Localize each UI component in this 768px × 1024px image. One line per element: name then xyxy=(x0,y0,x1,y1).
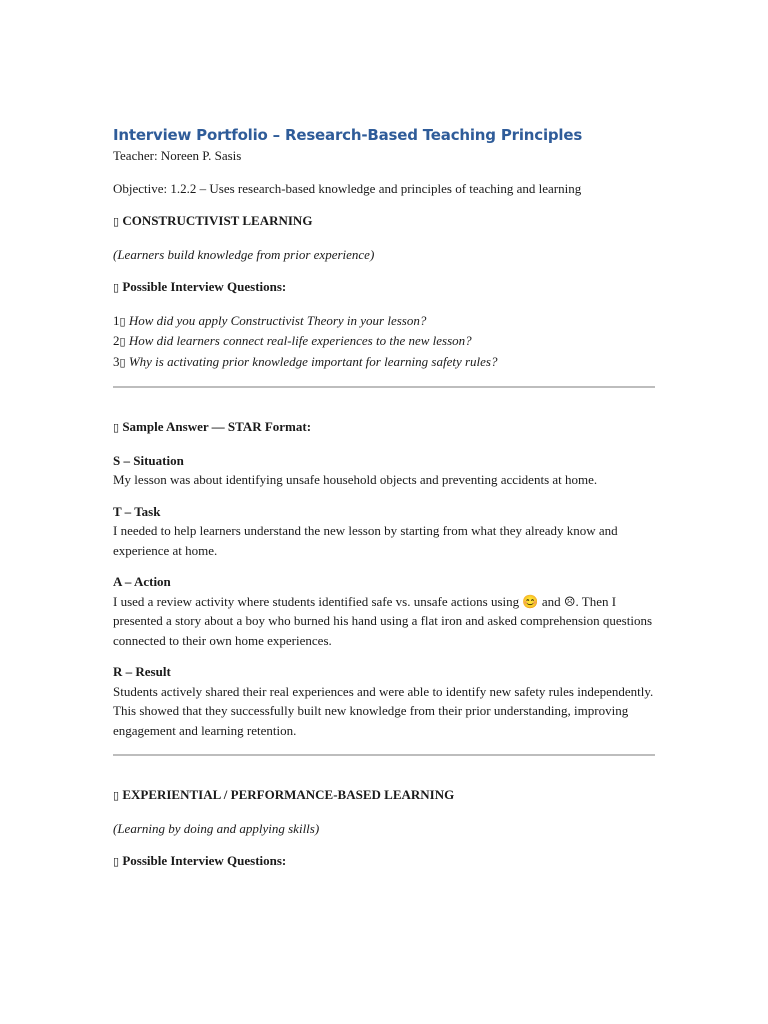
action-text: I used a review activity where students identified safe vs. unsafe actions using 😊 and ☹. Then I presented a story about a boy who burned his hand using a flat iron and asked comprehension questions connected to their own home experiences. xyxy=(113,593,653,648)
question-list xyxy=(113,311,655,373)
objective-line: Objective: 1.2.2 – Uses research-based knowledge and principles of teaching and learning xyxy=(113,180,582,196)
question-number: 3 xyxy=(113,353,120,369)
section1-heading-text: CONSTRUCTIVIST LEARNING xyxy=(122,213,313,228)
teacher-line: Teacher: Noreen P. Sasis xyxy=(113,148,242,163)
result-label: R – Result xyxy=(113,664,171,679)
missing-glyph-icon: ▯ xyxy=(113,855,120,868)
question-text: How did learners connect real-life experiences to the new lesson? xyxy=(128,333,472,348)
list-item xyxy=(113,331,655,352)
situation-label: S – Situation xyxy=(113,452,184,468)
missing-glyph-icon: ▯ xyxy=(113,215,120,228)
section1-questions-heading xyxy=(113,277,655,298)
questions-heading-text: Possible Interview Questions: xyxy=(122,853,287,868)
questions-heading-text: Possible Interview Questions: xyxy=(122,279,287,294)
question-text: How did you apply Constructivist Theory in your lesson? xyxy=(128,312,427,328)
result-text: Students actively shared their real experiences and were able to identify new safety rules independently. This showed that they successfully built new knowledge from their prior understanding, improving engagement and learning retention. xyxy=(113,683,654,738)
horizontal-rule xyxy=(113,754,655,756)
question-number: 2 xyxy=(113,333,120,348)
section2-heading xyxy=(113,785,655,806)
section2-heading-text: EXPERIENTIAL / PERFORMANCE-BASED LEARNING xyxy=(122,787,455,802)
missing-glyph-icon: ▯ xyxy=(119,335,126,348)
document-body xyxy=(113,124,655,872)
question-text: Why is activating prior knowledge important for learning safety rules? xyxy=(128,353,498,369)
list-item xyxy=(113,311,655,332)
star-answer xyxy=(113,451,655,741)
section2-subtitle: (Learning by doing and applying skills) xyxy=(113,820,320,836)
task-label: T – Task xyxy=(113,503,161,519)
question-number: 1 xyxy=(113,312,120,328)
list-item xyxy=(113,352,655,373)
missing-glyph-icon: ▯ xyxy=(113,281,120,294)
action-label: A – Action xyxy=(113,574,171,589)
missing-glyph-icon: ▯ xyxy=(113,421,120,434)
task-text: I needed to help learners understand the new lesson by starting from what they already know and experience at home. xyxy=(113,523,618,558)
missing-glyph-icon: ▯ xyxy=(113,789,120,802)
missing-glyph-icon: ▯ xyxy=(119,355,126,369)
section2-questions-heading xyxy=(113,851,655,872)
star-heading-text: Sample Answer — STAR Format: xyxy=(122,419,312,434)
section1-heading xyxy=(113,211,655,232)
missing-glyph-icon: ▯ xyxy=(119,314,126,328)
document-title: Interview Portfolio – Research-Based Teaching Principles xyxy=(113,126,583,144)
horizontal-rule xyxy=(113,386,655,388)
star-heading xyxy=(113,417,655,438)
situation-text: My lesson was about identifying unsafe household objects and preventing accidents at home. xyxy=(113,472,598,487)
section1-subtitle: (Learners build knowledge from prior experience) xyxy=(113,246,375,262)
